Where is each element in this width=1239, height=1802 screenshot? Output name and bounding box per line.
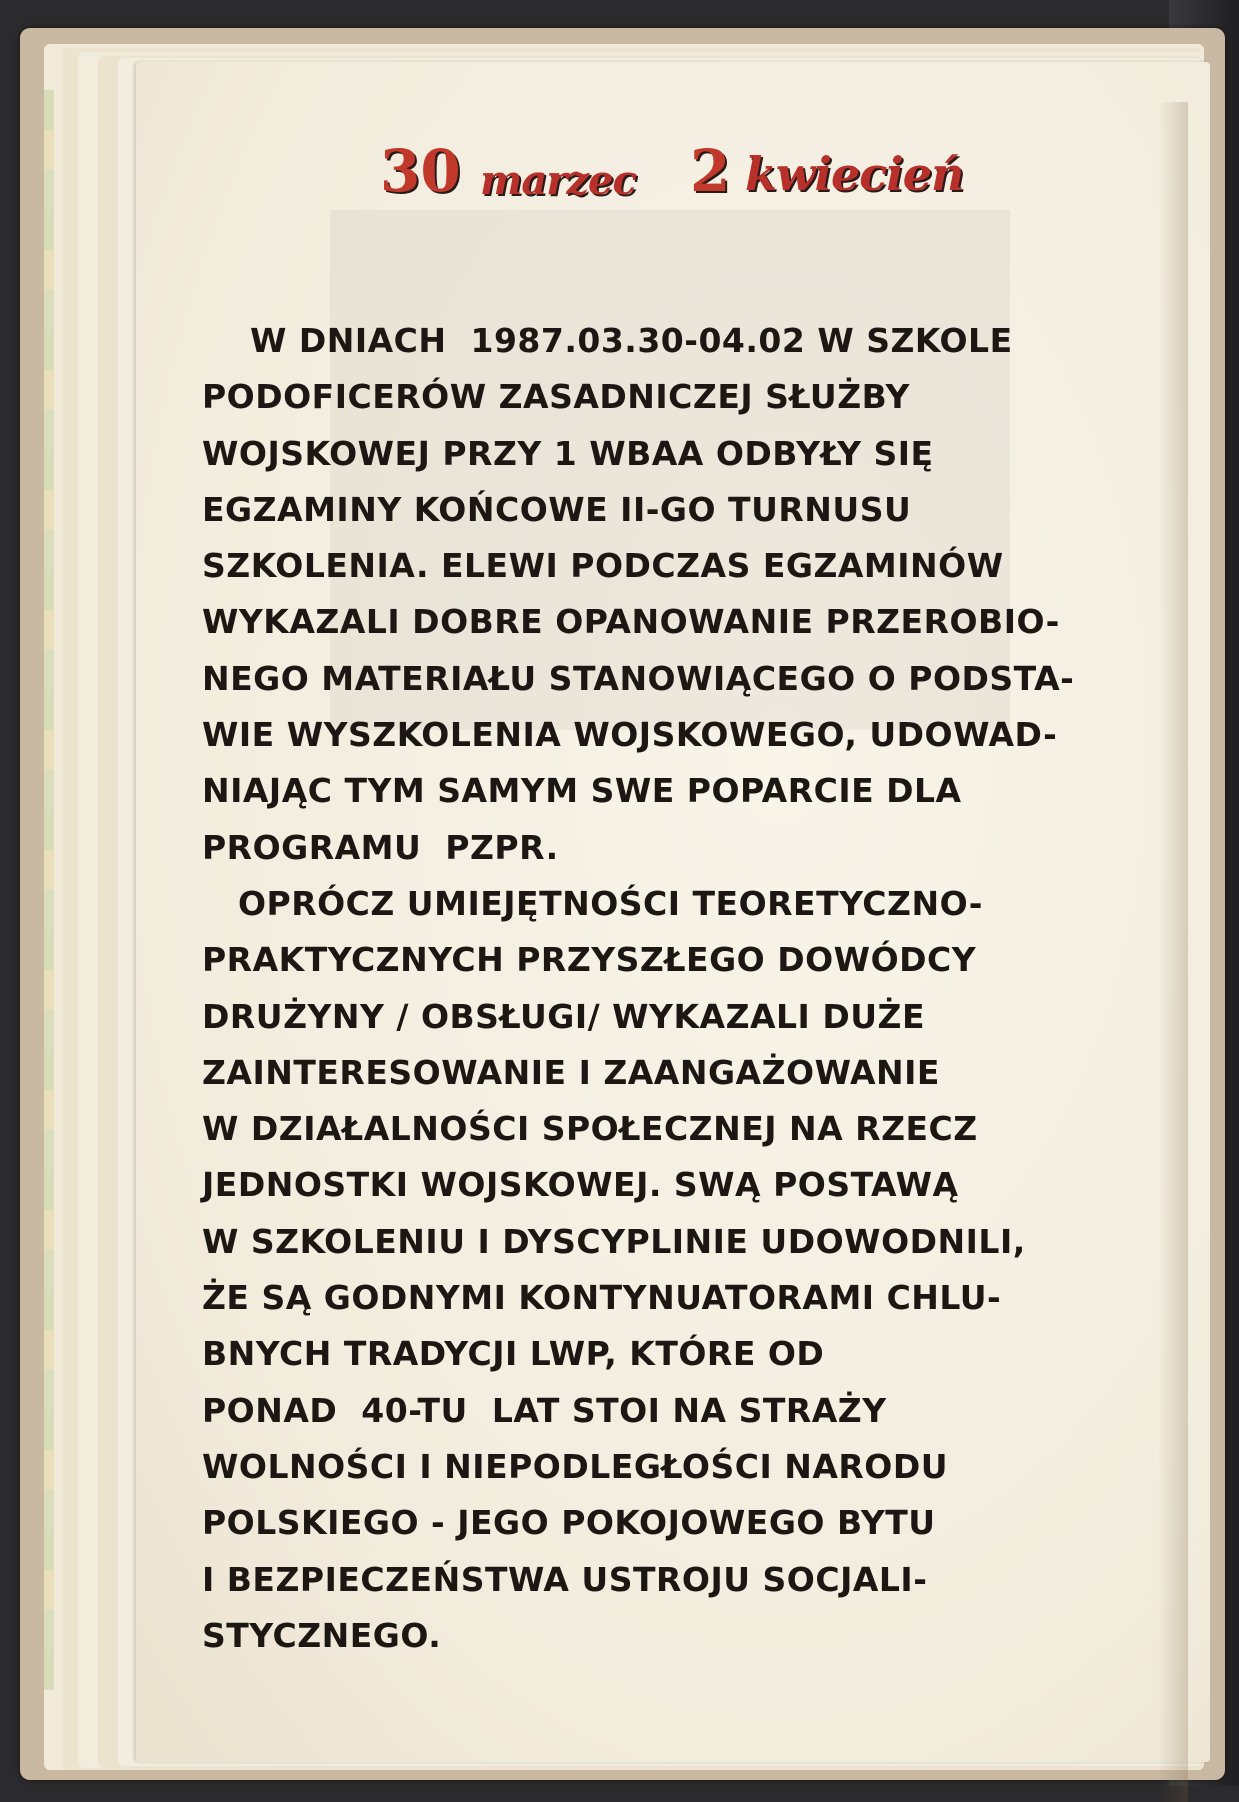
text-line: ZAINTERESOWANIE I ZAANGAŻOWANIE <box>202 1052 940 1092</box>
text-line: ŻE SĄ GODNYMI KONTYNUATORAMI CHLU- <box>202 1278 1002 1318</box>
text-line: NIAJĄC TYM SAMYM SWE POPARCIE DLA <box>202 771 962 811</box>
start-day: 30 <box>380 137 461 205</box>
handwritten-report <box>202 313 1162 1664</box>
text-line: W DZIAŁALNOŚCI SPOŁECZNEJ NA RZECZ <box>202 1109 978 1149</box>
text-line: EGZAMINY KOŃCOWE II-GO TURNUSU <box>202 489 912 529</box>
text-line: PRAKTYCZNYCH PRZYSZŁEGO DOWÓDCY <box>202 940 977 980</box>
text-line: JEDNOSTKI WOJSKOWEJ. SWĄ POSTAWĄ <box>202 1165 959 1205</box>
date-heading <box>380 135 980 215</box>
text-line: PODOFICERÓW ZASADNICZEJ SŁUŻBY <box>202 377 910 417</box>
start-month: marzec <box>480 157 636 204</box>
text-line: STYCZNEGO. <box>202 1615 442 1655</box>
page-curl-shadow <box>1158 102 1188 1802</box>
text-line: PROGRAMU PZPR. <box>202 827 559 867</box>
text-line: BNYCH TRADYCJI LWP, KTÓRE OD <box>202 1334 825 1374</box>
end-day: 2 <box>690 137 731 205</box>
tinted-page-edges <box>44 90 54 1690</box>
text-line: WOLNOŚCI I NIEPODLEGŁOŚCI NARODU <box>202 1446 949 1486</box>
text-line: W SZKOLENIU I DYSCYPLINIE UDOWODNILI, <box>202 1221 1026 1261</box>
text-line: NEGO MATERIAŁU STANOWIĄCEGO O PODSTA- <box>202 658 1075 698</box>
text-line: WIE WYSZKOLENIA WOJSKOWEGO, UDOWAD- <box>202 715 1058 755</box>
text-line: W DNIACH 1987.03.30-04.02 W SZKOLE <box>202 321 1013 360</box>
text-line: SZKOLENIA. ELEWI PODCZAS EGZAMINÓW <box>202 546 1004 586</box>
text-line: WOJSKOWEJ PRZY 1 WBAA ODBYŁY SIĘ <box>202 433 934 473</box>
end-month: kwiecień <box>745 147 964 201</box>
text-line: POLSKIEGO - JEGO POKOJOWEGO BYTU <box>202 1503 936 1543</box>
text-line: PONAD 40-TU LAT STOI NA STRAŻY <box>202 1390 887 1430</box>
text-line: I BEZPIECZEŃSTWA USTROJU SOCJALI- <box>202 1559 928 1599</box>
text-line: DRUŻYNY / OBSŁUGI/ WYKAZALI DUŻE <box>202 996 925 1036</box>
text-line: OPRÓCZ UMIEJĘTNOŚCI TEORETYCZNO- <box>202 883 983 923</box>
text-line: WYKAZALI DOBRE OPANOWANIE PRZEROBIO- <box>202 602 1060 642</box>
